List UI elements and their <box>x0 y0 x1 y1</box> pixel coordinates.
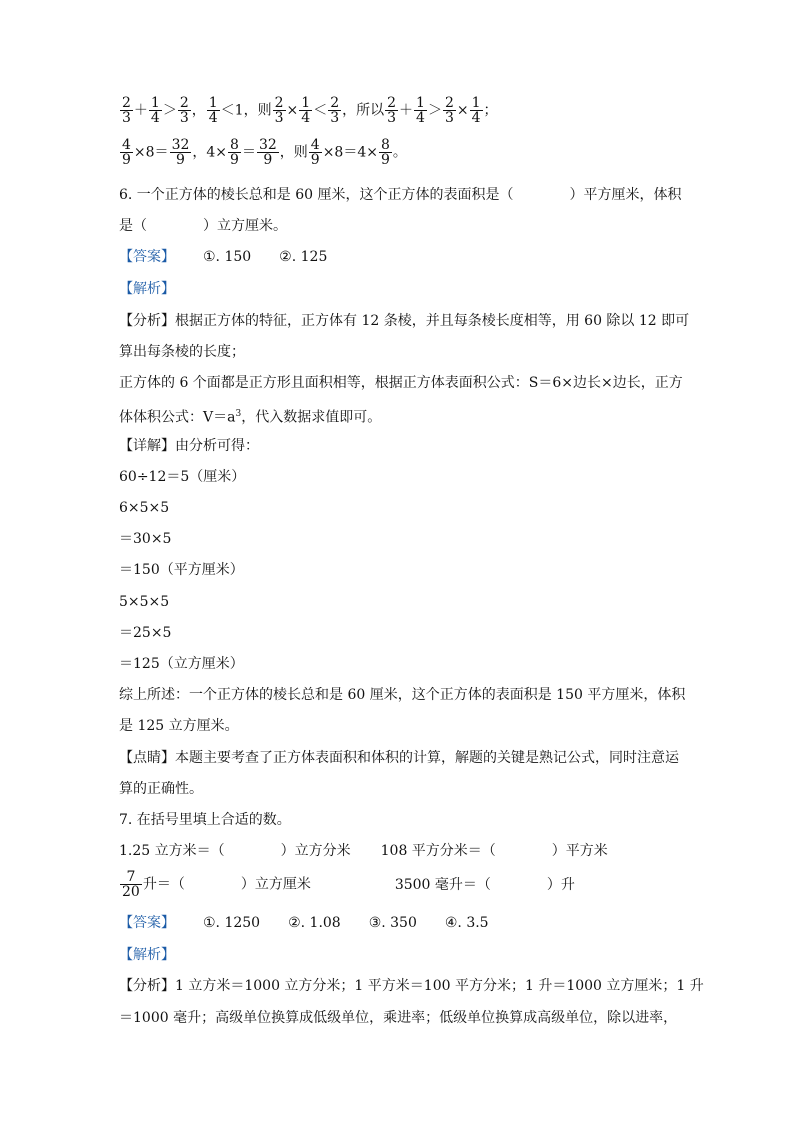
denominator: 9 <box>310 152 320 168</box>
text: ，所以 <box>342 102 385 119</box>
numerator: 32 <box>171 137 190 153</box>
fraction <box>385 96 398 125</box>
numerator: 1 <box>208 95 218 111</box>
text: ＜1，则 <box>220 102 272 119</box>
numerator: 2 <box>387 95 397 111</box>
fraction <box>299 96 312 125</box>
operator: ＋ <box>133 102 148 119</box>
dianjing-line-2: 算的正确性。 <box>119 781 203 797</box>
numerator: 1 <box>150 95 160 111</box>
text: ＝ <box>241 144 256 161</box>
fraction <box>309 138 322 167</box>
fraction <box>273 96 286 125</box>
numerator: 32 <box>258 137 277 153</box>
denominator: 9 <box>380 152 390 168</box>
denominator: 4 <box>301 110 311 126</box>
numerator: 2 <box>330 95 340 111</box>
answer-text: ①. 150 ②. 125 <box>203 249 328 265</box>
summary-line-2: 是 125 立方厘米。 <box>119 718 239 734</box>
q6-xiangjie <box>119 436 259 456</box>
denominator: 9 <box>263 152 273 168</box>
denominator: 9 <box>176 152 185 168</box>
q7-row-2 <box>119 870 575 899</box>
calc-line: 60÷12＝5（厘米） <box>119 469 246 485</box>
denominator: 3 <box>122 110 131 126</box>
operator: × <box>456 102 469 119</box>
denominator: 4 <box>150 110 160 126</box>
conversion-item: 升＝（ ）立方厘米 <box>142 876 311 893</box>
fraction <box>470 96 483 125</box>
denominator: 20 <box>122 884 140 900</box>
superscript: 3 <box>235 409 242 419</box>
calc-line: ＝25×5 <box>119 625 172 641</box>
text: ； <box>483 102 498 119</box>
denominator: 9 <box>230 152 239 168</box>
operator: ＋ <box>399 102 414 119</box>
text: ×8＝4× <box>322 144 378 161</box>
fraction <box>228 138 241 167</box>
calc-line: ＝30×5 <box>119 531 172 547</box>
fenxi-tag: 【分析】 <box>119 978 175 994</box>
numerator: 4 <box>310 137 320 153</box>
q6-jiexi-tag: 【解析】 <box>119 281 175 297</box>
dianjing-line-1 <box>119 748 679 768</box>
fraction <box>120 96 133 125</box>
denominator: 3 <box>330 110 340 126</box>
text: 。 <box>392 144 407 161</box>
fraction <box>257 138 279 167</box>
q6-stem-line-1: 6. 一个正方体的棱长总和是 60 厘米，这个正方体的表面积是（ ）平方厘米，体积 <box>119 187 682 203</box>
answer-tag: 【答案】 <box>119 915 175 931</box>
text: ， <box>191 102 206 119</box>
xiangjie-text: 由分析可得： <box>175 438 259 454</box>
denominator: 3 <box>444 110 454 126</box>
numerator: 8 <box>230 137 239 153</box>
denominator: 4 <box>416 110 425 126</box>
operator: × <box>286 102 299 119</box>
text: ×8＝ <box>133 144 169 161</box>
math-line-1 <box>119 96 498 125</box>
operator: ＜ <box>313 102 328 119</box>
conversion-item: 3500 毫升＝（ ）升 <box>394 876 575 893</box>
fenxi-text: 1 立方米＝1000 立方分米；1 平方米＝100 平方分米；1 升＝1000 立方厘米；1 升 <box>175 978 704 994</box>
q6-fenxi-line-2: 算出每条棱的长度； <box>119 344 245 360</box>
fraction <box>170 138 192 167</box>
conversion-item: 1.25 立方米＝（ ）立方分米 <box>119 843 351 859</box>
dianjing-text: 本题主要考查了正方体表面积和体积的计算，解题的关键是熟记公式，同时注意运 <box>175 750 679 766</box>
q7-row-1 <box>119 841 608 861</box>
q7-fenxi-line-1 <box>119 976 704 996</box>
math-line-2 <box>119 138 407 167</box>
text: ，则 <box>279 144 308 161</box>
fenxi-tag: 【分析】 <box>119 313 175 329</box>
numerator: 4 <box>122 137 131 153</box>
fraction <box>414 96 427 125</box>
summary-line-1: 综上所述：一个正方体的棱长总和是 60 厘米，这个正方体的表面积是 150 平方厘米，体积 <box>119 687 686 703</box>
q6-fenxi-line-1 <box>119 311 689 331</box>
q6-fenxi-line-3: 正方体的 6 个面都是正方形且面积相等，根据正方体表面积公式：S＝6×边长×边长，正方 <box>119 375 683 391</box>
numerator: 2 <box>179 95 189 111</box>
numerator: 2 <box>122 95 131 111</box>
dianjing-tag: 【点睛】 <box>119 750 175 766</box>
numerator: 2 <box>444 95 454 111</box>
q6-stem-line-2: 是（ ）立方厘米。 <box>119 218 287 234</box>
denominator: 3 <box>387 110 397 126</box>
numerator: 8 <box>380 137 390 153</box>
fraction <box>379 138 392 167</box>
text: ，4× <box>192 144 228 161</box>
calc-line: 6×5×5 <box>119 500 170 516</box>
calc-line: ＝150（平方厘米） <box>119 562 244 578</box>
denominator: 4 <box>208 110 218 126</box>
q6-fenxi-line-4 <box>119 404 381 428</box>
q7-answer <box>119 913 489 933</box>
fenxi-text: 根据正方体的特征，正方体有 12 条棱，并且每条棱长度相等，用 60 除以 12 即可 <box>175 313 690 329</box>
denominator: 9 <box>122 152 131 168</box>
q7-fenxi-line-2: ＝1000 毫升；高级单位换算成低级单位，乘进率；低级单位换算成高级单位，除以进率， <box>119 1010 678 1026</box>
fraction <box>328 96 341 125</box>
conversion-item: 108 平方分米＝（ ）平方米 <box>380 843 608 859</box>
numerator: 2 <box>274 95 284 111</box>
denominator: 3 <box>274 110 284 126</box>
xiangjie-tag: 【详解】 <box>119 438 175 454</box>
volume-formula: 体体积公式：V＝a <box>119 409 236 426</box>
denominator: 4 <box>471 110 481 126</box>
fraction <box>149 96 162 125</box>
text: ，代入数据求值即可。 <box>241 409 382 426</box>
q6-answer <box>119 247 327 267</box>
answer-text: ①. 1250 ②. 1.08 ③. 350 ④. 3.5 <box>203 915 489 931</box>
operator: ＞ <box>427 102 442 119</box>
numerator: 1 <box>416 95 425 111</box>
operator: ＞ <box>162 102 177 119</box>
fraction <box>120 138 133 167</box>
numerator: 1 <box>301 95 311 111</box>
fraction <box>178 96 191 125</box>
calc-line: 5×5×5 <box>119 594 170 610</box>
denominator: 3 <box>179 110 189 126</box>
numerator: 1 <box>471 95 481 111</box>
q7-title: 7. 在括号里填上合适的数。 <box>119 812 291 828</box>
fraction <box>207 96 220 125</box>
fraction <box>120 870 142 899</box>
fraction <box>443 96 456 125</box>
q7-jiexi-tag: 【解析】 <box>119 947 175 963</box>
answer-tag: 【答案】 <box>119 249 175 265</box>
calc-line: ＝125（立方厘米） <box>119 656 244 672</box>
numerator: 7 <box>120 870 142 885</box>
